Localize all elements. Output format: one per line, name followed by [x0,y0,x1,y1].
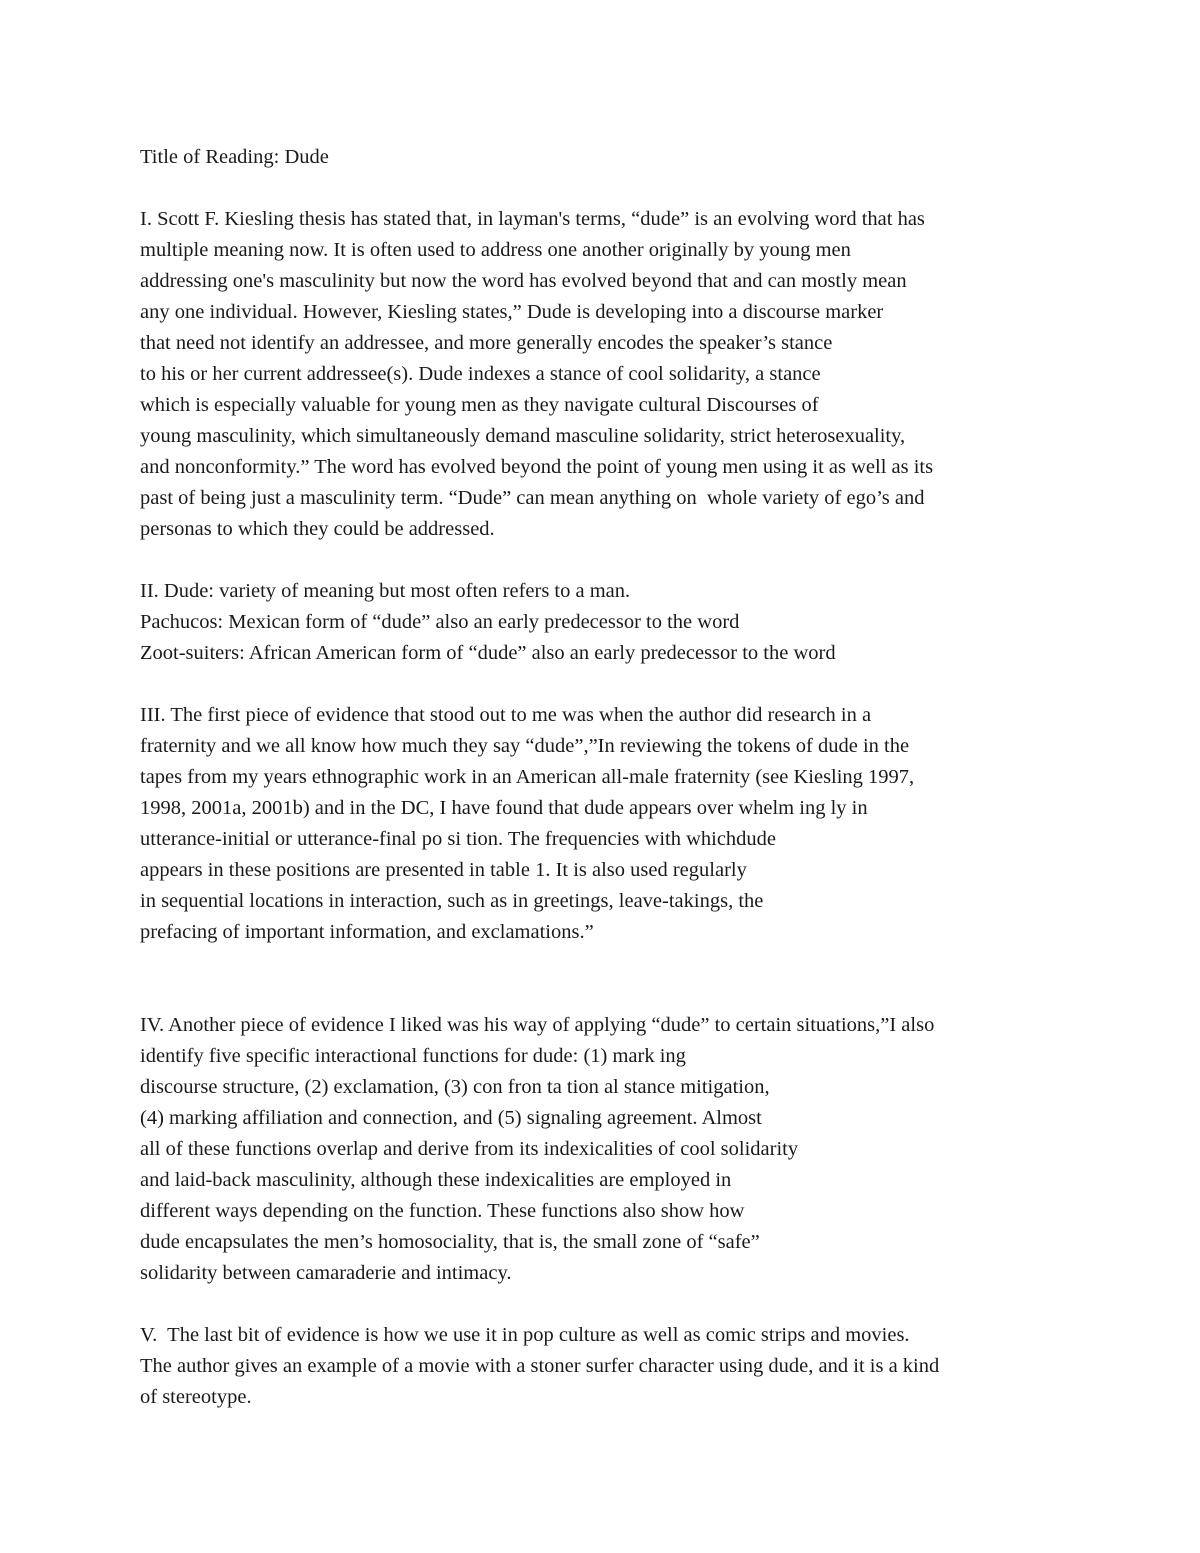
section-3-line: prefacing of important information, and exclamations.” [140,921,594,943]
paragraph-gap [140,1289,1140,1320]
section-5-line: V. The last bit of evidence is how we use it in pop culture as well as comic strips and movies. [140,1324,910,1346]
section-4-line: (4) marking affiliation and connection, and (5) signaling agreement. Almost [140,1107,762,1129]
section-1-line: past of being just a masculinity term. “Dude” can mean anything on whole variety of ego’s and [140,487,925,509]
section-3-line: III. The first piece of evidence that stood out to me was when the author did research in a [140,704,872,726]
section-1-line: that need not identify an addressee, and more generally encodes the speaker’s stance [140,332,833,354]
section-5-evidence [140,1320,1140,1413]
document-body [140,142,1140,1413]
section-1-line: I. Scott F. Kiesling thesis has stated that, in layman's terms, “dude” is an evolving word that has [140,208,925,230]
section-2-definitions [140,576,1140,669]
section-4-line: all of these functions overlap and derive from its indexicalities of cool solidarity [140,1138,799,1160]
section-1-line: to his or her current addressee(s). Dude indexes a stance of cool solidarity, a stance [140,363,821,385]
section-1-line: personas to which they could be addressed. [140,518,495,540]
section-2-line: II. Dude: variety of meaning but most often refers to a man. [140,580,631,602]
section-4-line: discourse structure, (2) exclamation, (3) con fron ta tion al stance mitigation, [140,1076,770,1098]
section-4-line: and laid-back masculinity, although these indexicalities are employed in [140,1169,732,1191]
section-3-line: appears in these positions are presented in table 1. It is also used regularly [140,859,747,881]
section-2-line: Zoot-suiters: African American form of “dude” also an early predecessor to the word [140,642,836,664]
section-3-line: fraternity and we all know how much they say “dude”,”In reviewing the tokens of dude in the [140,735,910,757]
section-4-line: solidarity between camaraderie and intimacy. [140,1262,512,1284]
section-1-line: young masculinity, which simultaneously demand masculine solidarity, strict heterosexuality, [140,425,906,447]
section-3-line: in sequential locations in interaction, such as in greetings, leave-takings, the [140,890,764,912]
section-1-line: and nonconformity.” The word has evolved beyond the point of young men using it as well as its [140,456,934,478]
section-5-line: of stereotype. [140,1386,252,1408]
section-1-line: multiple meaning now. It is often used to address one another originally by young men [140,239,851,261]
section-3-evidence [140,700,1140,948]
section-1-thesis [140,204,1140,545]
section-3-line: utterance-initial or utterance-final po si tion. The frequencies with whichdude [140,828,777,850]
paragraph-gap [140,173,1140,204]
reading-title: Title of Reading: Dude [140,146,329,168]
section-4-line: different ways depending on the function. These functions also show how [140,1200,745,1222]
section-4-evidence [140,1010,1140,1289]
paragraph-gap [140,948,1140,1010]
section-2-line: Pachucos: Mexican form of “dude” also an early predecessor to the word [140,611,740,633]
section-3-line: tapes from my years ethnographic work in an American all-male fraternity (see Kiesling 1997, [140,766,915,788]
section-1-line: any one individual. However, Kiesling states,” Dude is developing into a discourse marker [140,301,884,323]
section-1-line: addressing one's masculinity but now the word has evolved beyond that and can mostly mean [140,270,907,292]
section-1-line: which is especially valuable for young men as they navigate cultural Discourses of [140,394,819,416]
paragraph-gap [140,545,1140,576]
section-3-line: 1998, 2001a, 2001b) and in the DC, I have found that dude appears over whelm ing ly in [140,797,868,819]
section-5-line: The author gives an example of a movie with a stoner surfer character using dude, and it is a kind [140,1355,940,1377]
section-4-line: identify five specific interactional functions for dude: (1) mark ing [140,1045,686,1067]
paragraph-gap [140,669,1140,700]
section-4-line: dude encapsulates the men’s homosociality, that is, the small zone of “safe” [140,1231,760,1253]
section-4-line: IV. Another piece of evidence I liked was his way of applying “dude” to certain situations,”I also [140,1014,935,1036]
